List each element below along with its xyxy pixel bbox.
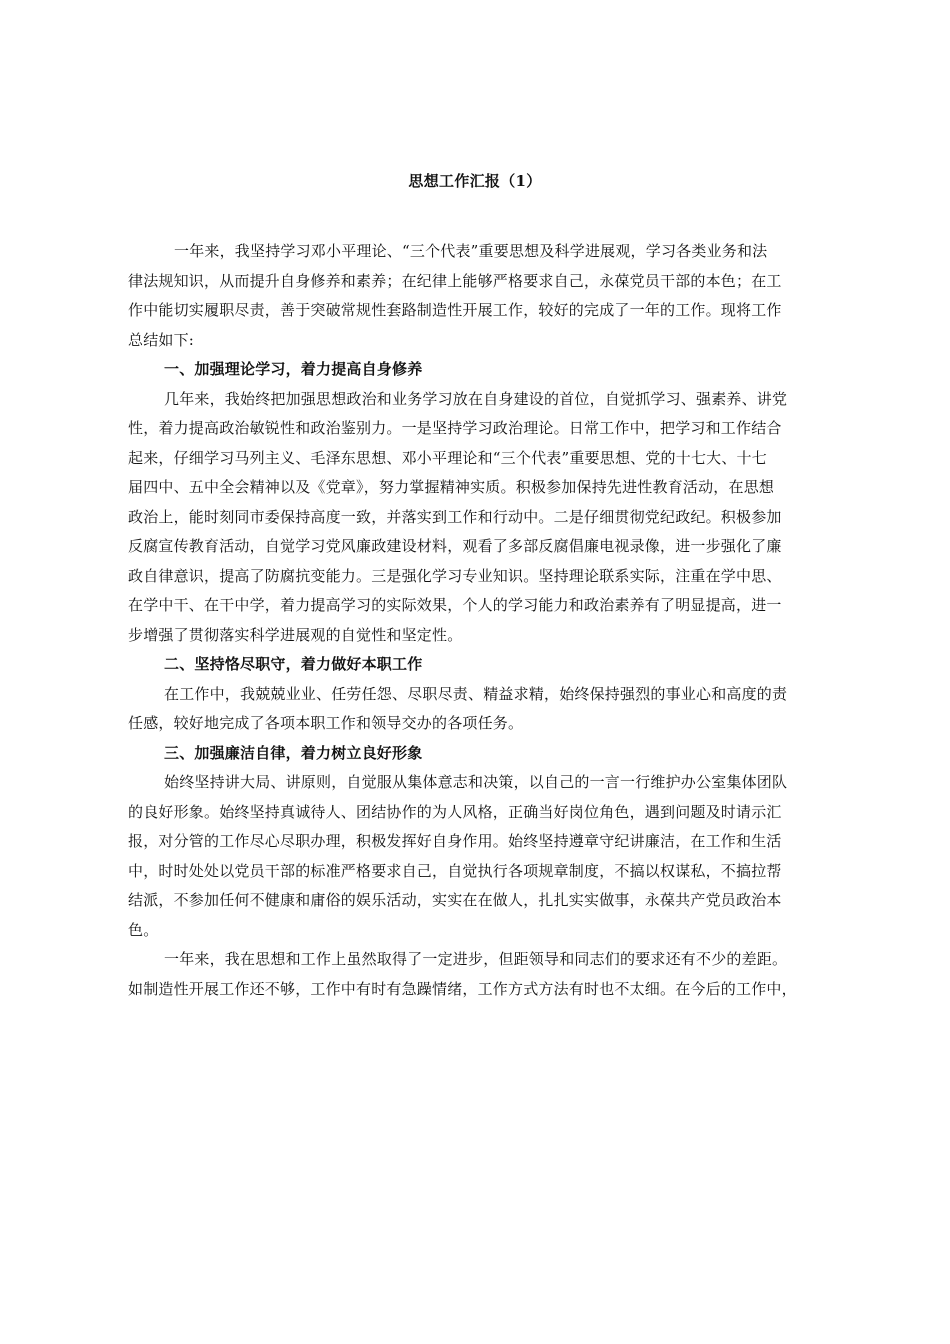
section-3-paragraph (128, 769, 830, 946)
section-heading-1: 一、加强理论学习，着力提高自身修养 (164, 360, 423, 378)
paragraph-line: 届四中、五中全会精神以及《党章》，努力掌握精神实质。积极参加保持先进性教育活动，在思想 (128, 478, 775, 496)
section-heading-3: 三、加强廉洁自律，着力树立良好形象 (164, 743, 423, 762)
paragraph-line: 政治上，能时刻同市委保持高度一致，并落实到工作和行动中。二是仔细贯彻党纪政纪。积极参加 (128, 507, 782, 526)
paragraph-line: 起来，仔细学习马列主义、毛泽东思想、邓小平理论和“三个代表”重要思想、党的十七大、十七 (128, 448, 767, 467)
paragraph-line: 性，着力提高政治敏锐性和政治鉴别力。一是坚持学习政治理论。日常工作中，把学习和工作结合 (128, 419, 782, 437)
paragraph-line: 在工作中，我兢兢业业、任劳任怨、尽职尽责、精益求精，始终保持强烈的事业心和高度的责 (164, 684, 788, 703)
paragraph-line: 在学中干、在干中学，着力提高学习的实际效果，个人的学习能力和政治素养有了明显提高，进一 (128, 596, 782, 614)
paragraph-line: 结派，不参加任何不健康和庸俗的娱乐活动，实实在在做人，扎扎实实做事，永葆共产党员政治本 (128, 891, 782, 909)
paragraph-line: 步增强了贯彻落实科学进展观的自觉性和坚定性。 (128, 625, 463, 644)
paragraph-line: 的良好形象。始终坚持真诚待人、团结协作的为人风格，正确当好岗位角色，遇到问题及时请示汇 (128, 802, 782, 821)
section-2-paragraph (128, 681, 830, 740)
paragraph-line: 如制造性开展工作还不够，工作中有时有急躁情绪，工作方式方法有时也不太细。在今后的工作中， (128, 979, 797, 998)
section-heading-2: 二、坚持恪尽职守，着力做好本职工作 (164, 655, 423, 673)
document-body (128, 238, 830, 1005)
section-1-paragraph (128, 386, 830, 652)
paragraph-line: 律法规知识，从而提升自身修养和素养；在纪律上能够严格要求自己，永葆党员干部的本色；在工 (128, 271, 782, 290)
paragraph-line: 始终坚持讲大局、讲原则，自觉服从集体意志和决策，以自己的一言一行维护办公室集体团队 (164, 773, 788, 791)
paragraph-line: 一年来，我坚持学习邓小平理论、“三个代表”重要思想及科学进展观，学习各类业务和法 (174, 242, 768, 260)
paragraph-line: 任感，较好地完成了各项本职工作和领导交办的各项任务。 (128, 714, 524, 732)
paragraph-line: 几年来，我始终把加强思想政治和业务学习放在自身建设的首位，自觉抓学习、强素养、讲党 (164, 389, 788, 408)
closing-paragraph (128, 946, 830, 1005)
paragraph-line: 总结如下: (128, 330, 195, 349)
document-title: 思想工作汇报（1） (408, 172, 542, 190)
paragraph-line: 一年来，我在思想和工作上虽然取得了一定进步，但距领导和同志们的要求还有不少的差距。 (164, 950, 788, 968)
paragraph-line: 色。 (128, 920, 159, 939)
paragraph-line: 反腐宣传教育活动，自觉学习党风廉政建设材料，观看了多部反腐倡廉电视录像，进一步强化了廉 (128, 537, 782, 555)
paragraph-line: 作中能切实履职尽责，善于突破常规性套路制造性开展工作，较好的完成了一年的工作。现将工作 (128, 301, 782, 319)
paragraph-line: 政自律意识，提高了防腐抗变能力。三是强化学习专业知识。坚持理论联系实际，注重在学中思、 (128, 566, 782, 585)
paragraph-line: 中，时时处处以党员干部的标准严格要求自己，自觉执行各项规章制度，不搞以权谋私，不搞拉帮 (128, 861, 782, 880)
intro-paragraph (128, 238, 830, 356)
paragraph-line: 报，对分管的工作尽心尽职办理，积极发挥好自身作用。始终坚持遵章守纪讲廉洁，在工作和生活 (128, 832, 782, 850)
